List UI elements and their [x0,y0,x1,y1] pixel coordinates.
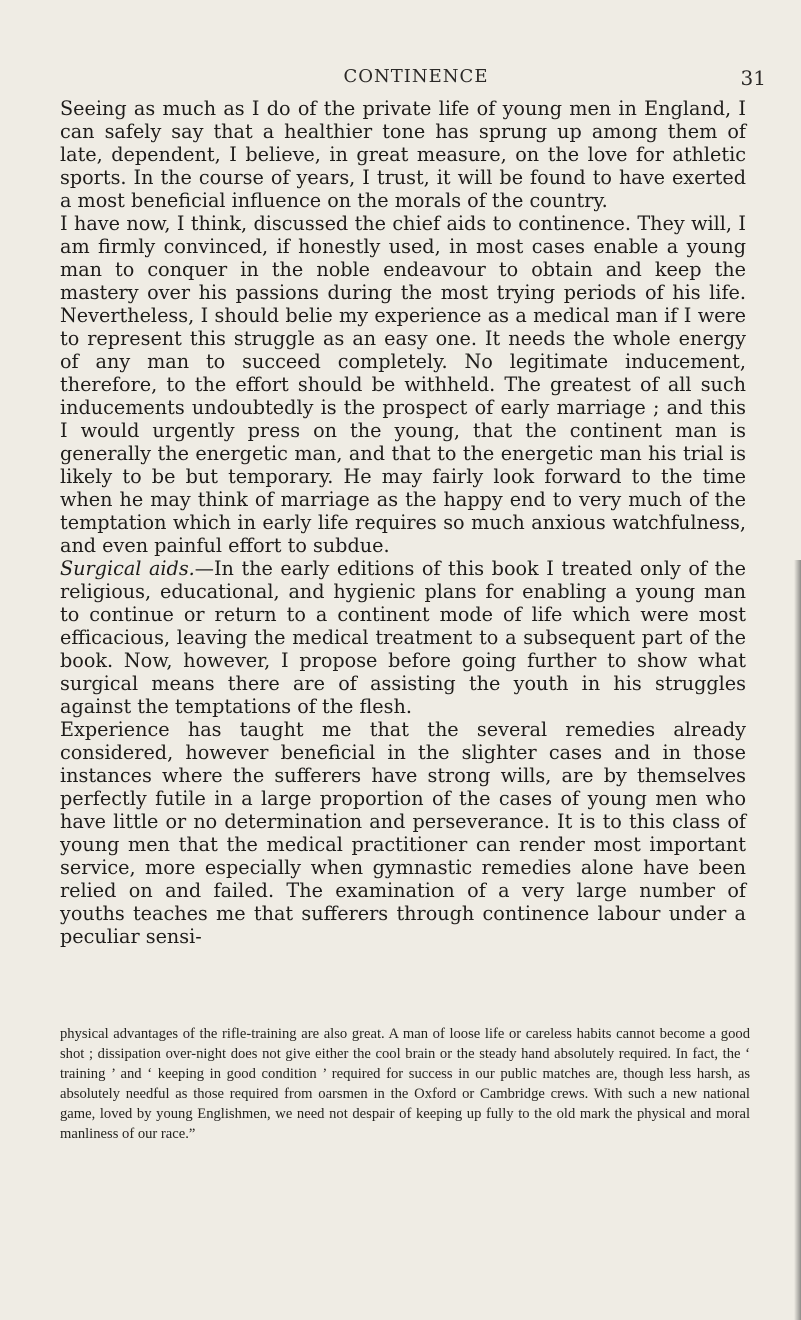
paragraph-surgical-aids [60,557,746,718]
running-head [66,66,766,92]
surgical-aids-heading: Surgical aids. [60,557,195,580]
page-number: 31 [740,66,766,90]
paragraph-continence-aids: I have now, I think, discussed the chief aids to continence. They will, I am firmly convinced, if honestly used, in most cases enable a young man to conquer in the noble endeavour to obtain and keep the mastery over his passions during the most trying periods of his life. Nevertheless, I should belie my experience as a medical man if I were to represent this struggle as an easy one. It needs the whole energy of any man to succeed completely. No legitimate inducement, therefore, to the effort should be withheld. The greatest of all such inducements undoubtedly is the prospect of early marriage ; and this I would urgently press on the young, that the continent man is generally the energetic man, and that to the energetic man his trial is likely to be but temporary. He may fairly look forward to the time when he may think of marriage as the happy end to very much of the temptation which in early life requires so much anxious watchfulness, and even painful effort to subdue. [60,212,746,557]
footnote-text: physical advantages of the rifle-training are also great. A man of loose life or careless habits cannot become a good shot ; dissipation over-night does not give either the cool brain or the steady hand absolutely required. In fact, the ‘ training ’ and ‘ keeping in good condition ’ required for success in our public matches are, though less harsh, as absolutely needful as those required from oarsmen in the Oxford or Cambridge crews. With such a new national game, loved by young Englishmen, we need not despair of keeping up fully to the old mark the physical and moral manliness of our race.” [60,1026,750,1142]
running-title: CONTINENCE [343,66,489,87]
paragraph-sports: Seeing as much as I do of the private life of young men in England, I can safely say that a healthier tone has sprung up among them of late, dependent, I believe, in great measure, on the love for athletic sports. In the course of years, I trust, it will be found to have exerted a most beneficial influence on the morals of the country. [60,97,746,212]
page-edge-shadow [794,560,801,1320]
surgical-aids-text: —In the early editions of this book I treated only of the religious, educational, and hygienic plans for enabling a young man to continue or return to a continent mode of life which were most efficacious, leaving the medical treatment to a subsequent part of the book. Now, however, I propose before going further to show what surgical means there are of assisting the youth in his struggles against the temptations of the flesh. [60,557,746,718]
paragraph-experience: Experience has taught me that the several remedies already considered, however beneficial in the slighter cases and in those instances where the sufferers have strong wills, are by themselves perfectly futile in a large proportion of the cases of young men who have little or no determination and perseverance. It is to this class of young men that the medical practitioner can render most important service, more especially when gymnastic remedies alone have been relied on and failed. The examination of a very large number of youths teaches me that sufferers through continence labour under a peculiar sensi- [60,718,746,948]
footnote [60,1024,750,1144]
body-text [60,97,746,948]
